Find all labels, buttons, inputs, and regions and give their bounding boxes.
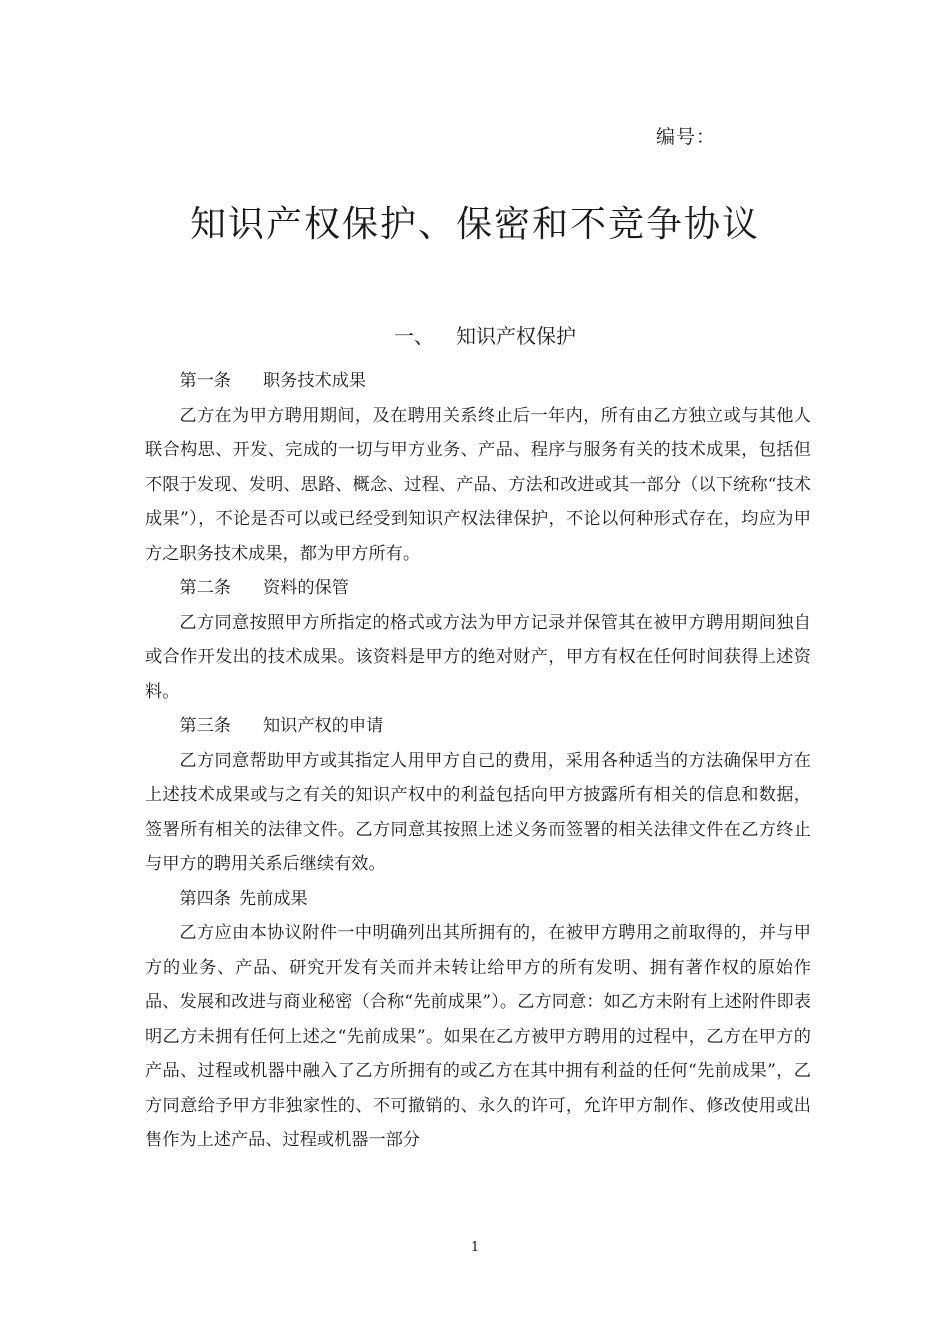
- article-body: 乙方在为甲方聘用期间，及在聘用关系终止后一年内，所有由乙方独立或与其他人联合构思、开发、完成的一切与甲方业务、产品、程序与服务有关的技术成果，包括但不限于发现、发明、思路、概念、过程、产品、方法和改进或其一部分（以下统称“技术成果”），不论是否可以或已经受到知识产权法律保护，不论以何种形式存在，均应为甲方之职务技术成果，都为甲方所有。: [145, 405, 811, 564]
- article-title: 知识产权的申请: [262, 716, 384, 736]
- article-title: 先前成果: [238, 888, 308, 909]
- section-heading: [0, 320, 950, 349]
- article-body: 乙方同意帮助甲方或其指定人用甲方自己的费用，采用各种适当的方法确保甲方在上述技术成果或与之有关的知识产权中的利益包括向甲方披露所有相关的信息和数据，签署所有相关的法律文件。乙方同意其按照上述义务而签署的相关法律文件在乙方终止与甲方的聘用关系后继续有效。: [145, 750, 811, 874]
- article-body: 乙方应由本协议附件一中明确列出其所拥有的，在被甲方聘用之前取得的，并与甲方的业务、产品、研究开发有关而并未转让给甲方的所有发明、拥有著作权的原始作品、发展和改进与商业秘密（合称“先前成果”）。乙方同意：如乙方未附有上述附件即表明乙方未拥有任何上述之“先前成果”。如果在乙方被甲方聘用的过程中，乙方在甲方的产品、过程或机器中融入了乙方所拥有的或乙方在其中拥有利益的任何“先前成果”，乙方同意给予甲方非独家性的、不可撤销的、永久的许可，允许甲方制作、修改使用或出售作为上述产品、过程或机器一部分: [145, 923, 811, 1150]
- article-title: 职务技术成果: [262, 371, 367, 391]
- article-heading: [145, 571, 811, 606]
- article-heading: [145, 709, 811, 744]
- article-heading: [145, 882, 811, 917]
- document-title: 知识产权保护、保密和不竞争协议: [189, 204, 760, 245]
- section-number: 一、: [394, 324, 434, 348]
- document-body: [145, 364, 811, 1158]
- document-number-label: 编号：: [656, 126, 717, 148]
- article-title: 资料的保管: [262, 578, 349, 598]
- section-title: 知识产权保护: [456, 324, 576, 348]
- article-heading: [145, 364, 811, 399]
- article-number: 第一条: [179, 371, 231, 391]
- article-number: 第二条: [179, 578, 231, 598]
- page-number: 1: [470, 1240, 480, 1255]
- article-number: 第四条: [179, 888, 231, 909]
- article-number: 第三条: [179, 716, 231, 736]
- article-body: 乙方同意按照甲方所指定的格式或方法为甲方记录并保管其在被甲方聘用期间独自或合作开发出的技术成果。该资料是甲方的绝对财产，甲方有权在任何时间获得上述资料。: [145, 612, 811, 702]
